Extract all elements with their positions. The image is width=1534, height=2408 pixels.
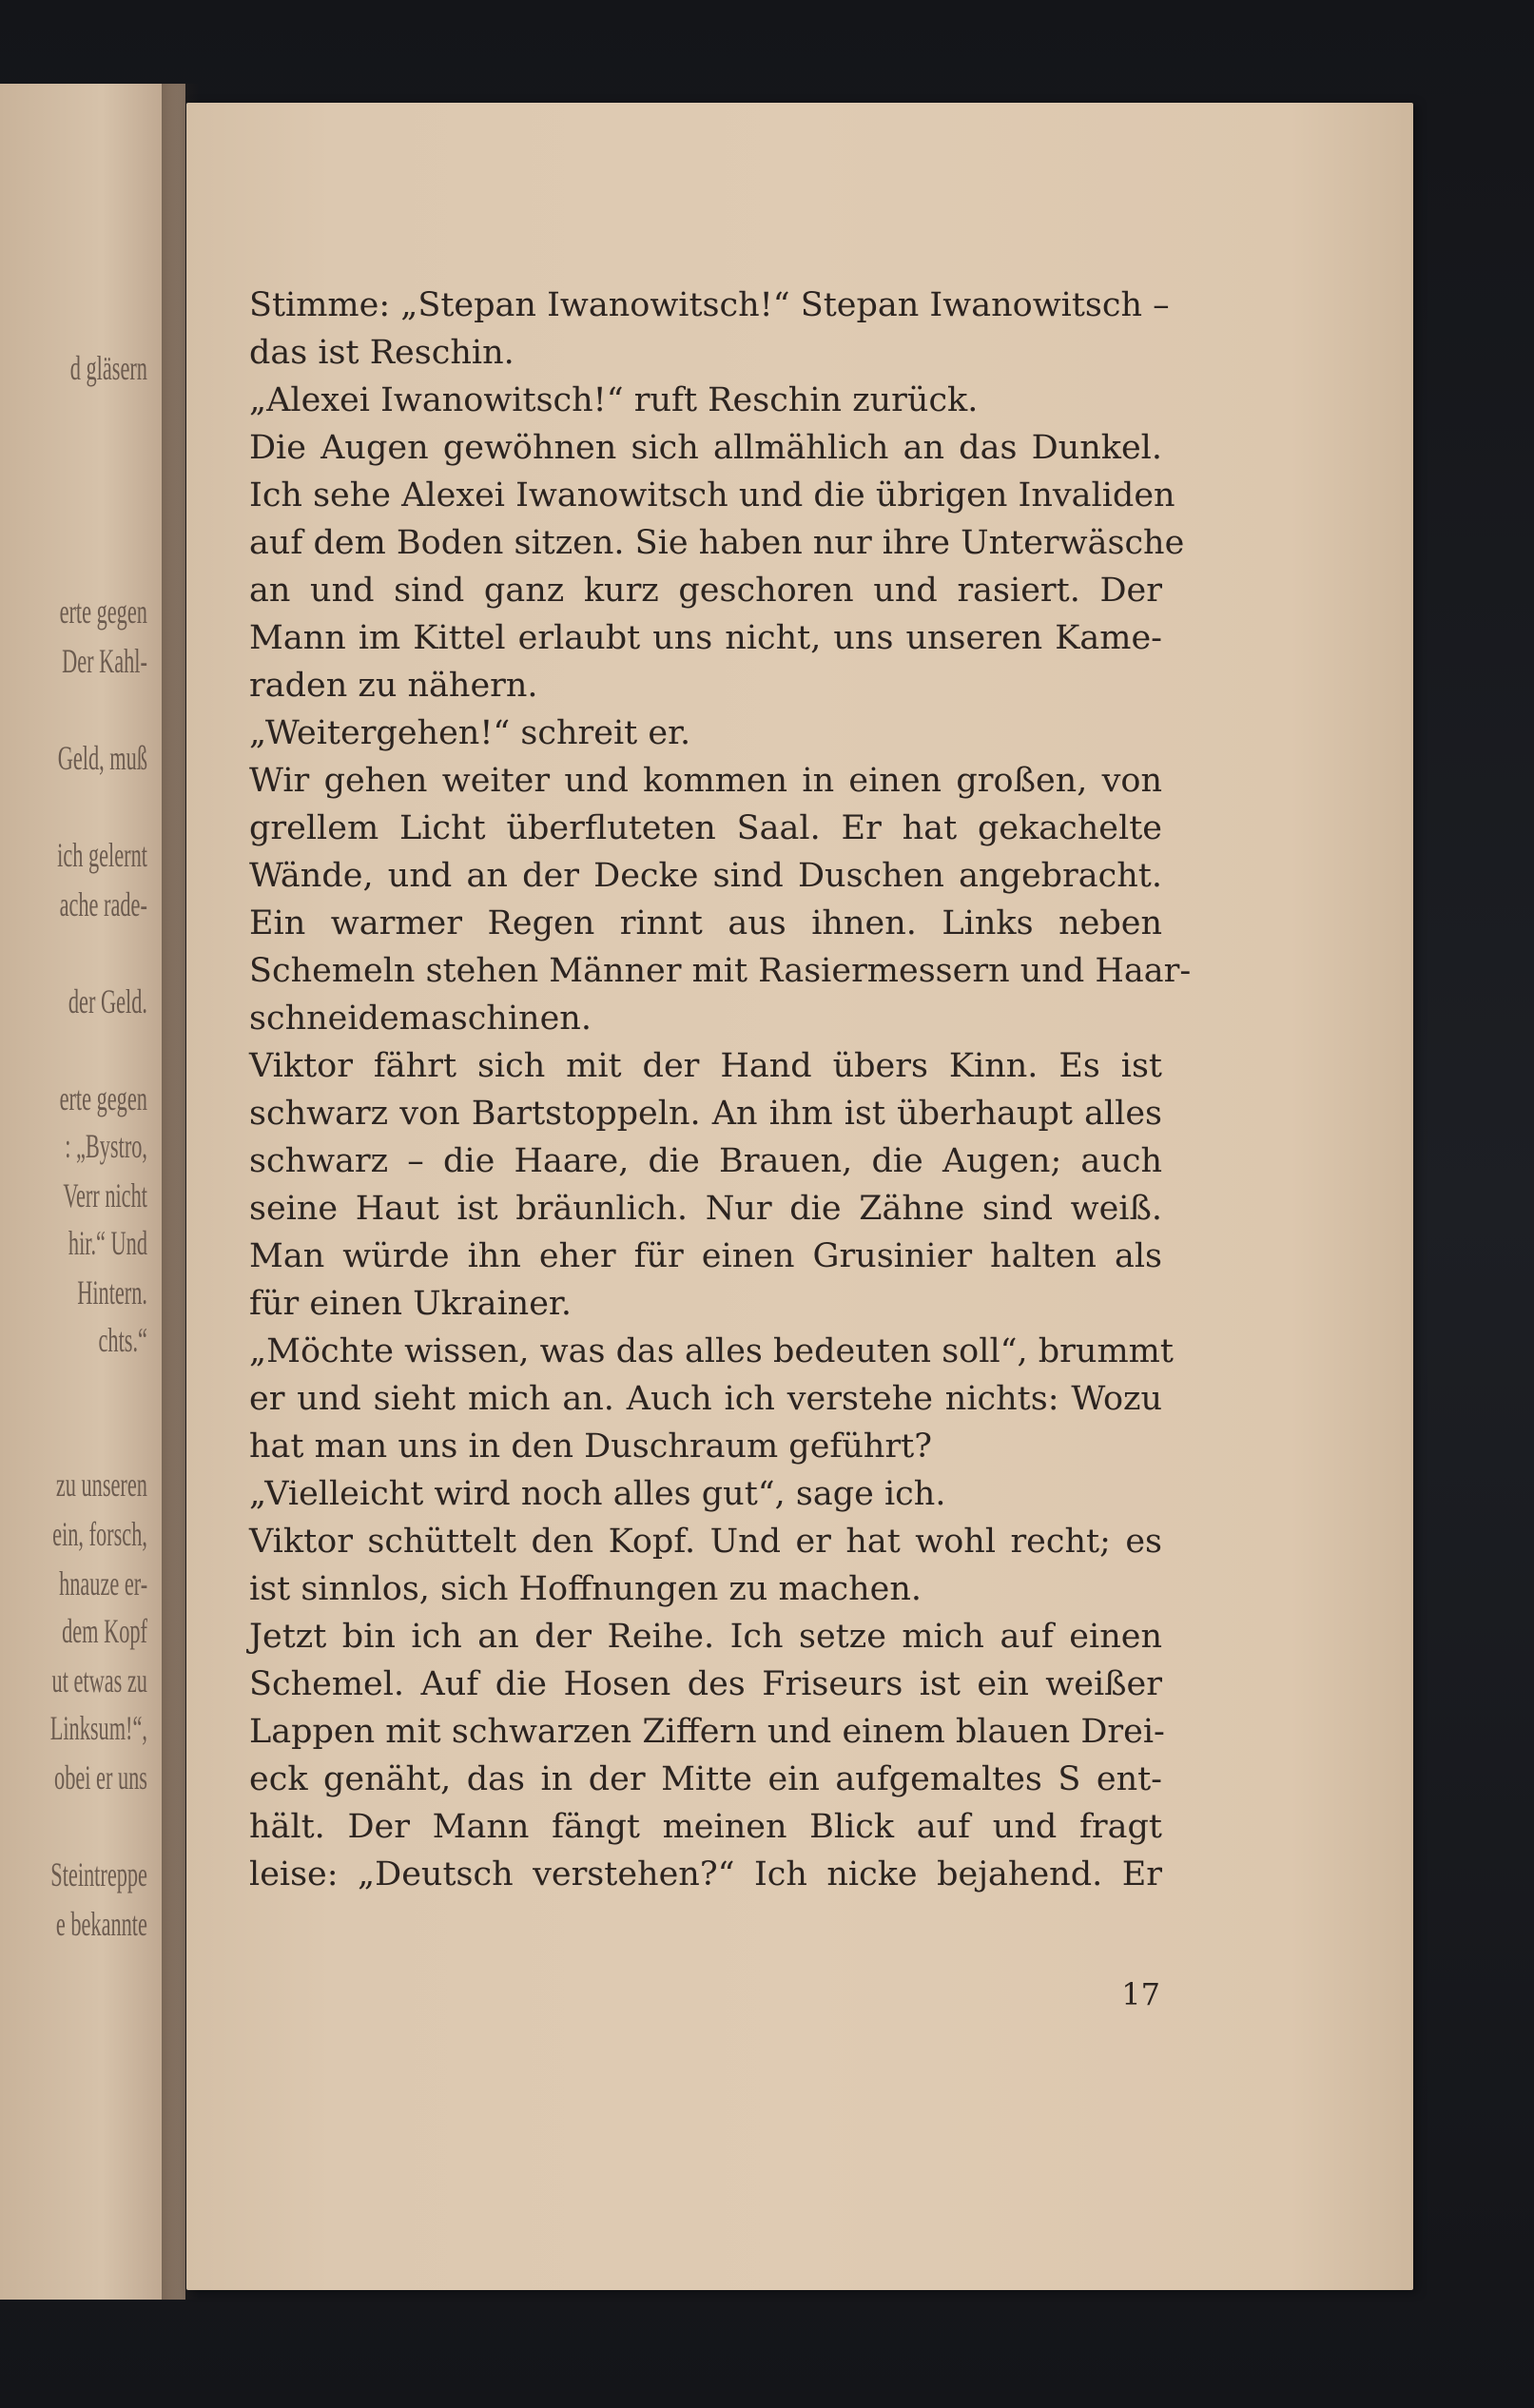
left-page-fragment: Der Kahl- <box>62 642 147 680</box>
text-line: ist sinnlos, sich Hoffnungen zu machen. <box>249 1570 922 1608</box>
text-line: grellem Licht überfluteten Saal. Er hat gekachelte <box>249 809 1162 847</box>
text-line: Viktor fährt sich mit der Hand übers Kinn. Es ist <box>249 1047 1162 1085</box>
text-line: Die Augen gewöhnen sich allmählich an das Dunkel. <box>249 429 1162 467</box>
text-line: Stimme: „Stepan Iwanowitsch!“ Stepan Iwanowitsch – <box>249 286 1170 324</box>
text-line: hat man uns in den Duschraum geführt? <box>249 1427 933 1466</box>
text-line: schwarz von Bartstoppeln. An ihm ist überhaupt alles <box>249 1095 1162 1133</box>
text-line: raden zu nähern. <box>249 667 538 705</box>
left-page-fragment: Geld, muß <box>57 739 147 777</box>
text-line: hält. Der Mann fängt meinen Blick auf und fragt <box>249 1808 1162 1846</box>
left-page-fragment: zu unseren <box>55 1466 147 1504</box>
left-page-fragment: Steintreppe <box>50 1855 147 1893</box>
left-page-fragment: Verr nicht <box>63 1176 147 1214</box>
left-page-fragment: ache rade- <box>59 885 147 923</box>
text-line: Schemeln stehen Männer mit Rasiermessern und Haar- <box>249 952 1192 990</box>
text-line: Ich sehe Alexei Iwanowitsch und die übrigen Invaliden <box>249 476 1175 515</box>
text-line: „Alexei Iwanowitsch!“ ruft Reschin zurück. <box>249 381 979 419</box>
text-line: Mann im Kittel erlaubt uns nicht, uns unseren Kame- <box>249 619 1162 657</box>
left-page-fragment: hir.“ Und <box>68 1224 147 1262</box>
text-line: an und sind ganz kurz geschoren und rasiert. Der <box>249 572 1162 610</box>
text-line: Man würde ihn eher für einen Grusinier halten als <box>249 1237 1162 1275</box>
text-line: Wände, und an der Decke sind Duschen angebracht. <box>249 857 1162 895</box>
left-page-fragment: erte gegen <box>59 1079 147 1117</box>
left-page-fragment: dem Kopf <box>62 1612 147 1650</box>
left-page-fragment: ein, forsch, <box>52 1515 147 1553</box>
left-page-fragment: chts.“ <box>98 1321 147 1359</box>
left-page-fragment: ich gelernt <box>57 836 147 874</box>
text-line: „Weitergehen!“ schreit er. <box>249 714 691 752</box>
left-page-fragment: hnauze er- <box>58 1564 147 1602</box>
text-line: Lappen mit schwarzen Ziffern und einem blauen Drei- <box>249 1713 1165 1751</box>
text-line: Jetzt bin ich an der Reihe. Ich setze mich auf einen <box>249 1618 1162 1656</box>
text-line: schneidemaschinen. <box>249 1000 592 1038</box>
text-line: Ein warmer Regen rinnt aus ihnen. Links neben <box>249 904 1162 942</box>
left-page-fragment: erte gegen <box>59 592 147 631</box>
text-line: er und sieht mich an. Auch ich verstehe nichts: Wozu <box>249 1380 1162 1418</box>
text-line: auf dem Boden sitzen. Sie haben nur ihre Unterwäsche <box>249 524 1185 562</box>
text-line: seine Haut ist bräunlich. Nur die Zähne sind weiß. <box>249 1190 1162 1228</box>
text-line: Wir gehen weiter und kommen in einen großen, von <box>249 762 1162 800</box>
text-line: „Möchte wissen, was das alles bedeuten soll“, brummt <box>249 1332 1174 1370</box>
page-body-text <box>249 282 1192 1898</box>
left-page-fragment: ut etwas zu <box>51 1661 147 1699</box>
left-page-fragment: d gläsern <box>69 349 147 387</box>
text-line: Viktor schüttelt den Kopf. Und er hat wohl recht; es <box>249 1523 1162 1561</box>
left-facing-page <box>0 84 185 2300</box>
page-number: 17 <box>1121 1976 1160 2012</box>
left-page-fragment: Linksum!“, <box>49 1709 147 1747</box>
left-page-fragment: der Geld. <box>68 982 147 1020</box>
left-page-fragment: Hintern. <box>77 1273 147 1311</box>
left-page-fragment: e bekannte <box>55 1905 147 1943</box>
text-line: leise: „Deutsch verstehen?“ Ich nicke bejahend. Er <box>249 1855 1162 1893</box>
text-line: für einen Ukrainer. <box>249 1285 572 1323</box>
text-line: Schemel. Auf die Hosen des Friseurs ist ein weißer <box>249 1665 1162 1703</box>
text-line: schwarz – die Haare, die Brauen, die Augen; auch <box>249 1142 1162 1180</box>
text-line: „Vielleicht wird noch alles gut“, sage ich. <box>249 1475 946 1513</box>
left-page-fragment: obei er uns <box>54 1758 147 1796</box>
left-page-fragment: : „Bystro, <box>65 1127 147 1165</box>
text-line: das ist Reschin. <box>249 334 515 372</box>
text-line: eck genäht, das in der Mitte ein aufgemaltes S ent- <box>249 1760 1162 1798</box>
